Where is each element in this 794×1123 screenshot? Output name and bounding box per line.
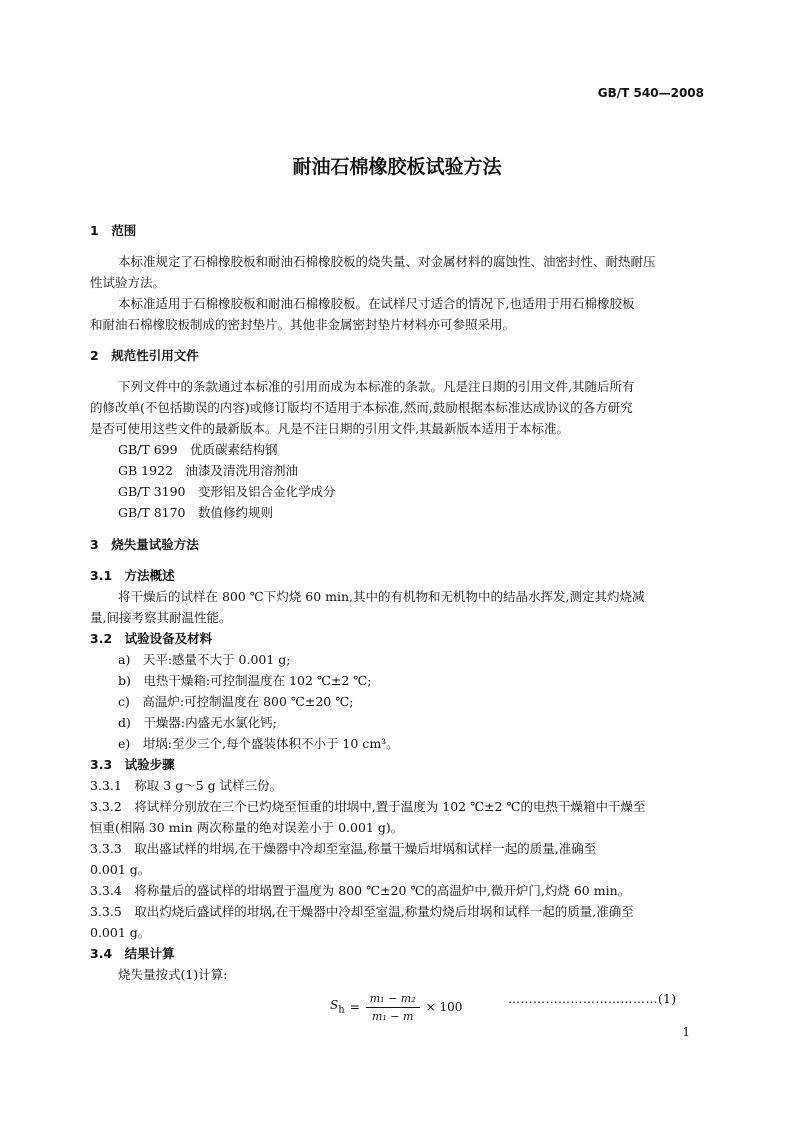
section-3-1-heading: 3.1 方法概述	[90, 568, 175, 583]
step-3-3-2: 3.3.2 将试样分别放在三个已灼烧至恒重的坩埚中,置于温度为 102 ℃±2 ℃的电热干燥箱中干燥至	[90, 799, 646, 814]
list-item: e) 坩埚:至少三个,每个盛装体积不小于 10 cm³。	[118, 736, 399, 751]
formula-fraction	[366, 992, 420, 1023]
page-number: 1	[682, 1025, 690, 1039]
document-title: 耐油石棉橡胶板试验方法	[292, 156, 502, 178]
step-3-3-5: 3.3.5 取出灼烧后盛试样的坩埚,在干燥器中冷却至室温,称量灼烧后坩埚和试样一起的质量,准确至	[90, 904, 634, 919]
formula-intro: 烧失量按式(1)计算:	[118, 967, 228, 982]
step-3-3-1: 3.3.1 称取 3 g～5 g 试样三份。	[90, 778, 283, 793]
s1-paragraph-line: 本标准规定了石棉橡胶板和耐油石棉橡胶板的烧失量、对金属材料的腐蚀性、油密封性、耐热耐压	[118, 254, 656, 269]
step-3-3-2-cont: 恒重(相隔 30 min 两次称量的绝对误差小于 0.001 g)。	[90, 820, 404, 835]
section-3-4-heading: 3.4 结果计算	[90, 946, 175, 961]
s1-paragraph-line: 和耐油石棉橡胶板制成的密封垫片。其他非金属密封垫片材料亦可参照采用。	[90, 317, 516, 332]
equation-number: ………………………………(1)	[508, 992, 677, 1006]
s31-paragraph-line: 量,间接考察其耐温性能。	[90, 610, 232, 625]
formula-numerator: m₁ − m₂	[366, 992, 420, 1008]
step-3-3-3-cont: 0.001 g。	[90, 862, 151, 877]
step-3-3-4: 3.3.4 将称量后的盛试样的坩埚置于温度为 800 ℃±20 ℃的高温炉中,微开炉门,灼烧 60 min。	[90, 883, 631, 898]
s2-paragraph-line: 的修改单(不包括勘误的内容)或修订版均不适用于本标准,然而,鼓励根据本标准达成协议的各方研究	[90, 400, 633, 415]
formula-denominator: m₁ − m	[371, 1009, 414, 1023]
s1-paragraph-line: 本标准适用于石棉橡胶板和耐油石棉橡胶板。在试样尺寸适合的情况下,也适用于用石棉橡胶板	[118, 296, 635, 311]
list-item: d) 干燥器:内盛无水氯化钙;	[118, 715, 277, 730]
s2-paragraph-line: 下列文件中的条款通过本标准的引用而成为本标准的条款。凡是注日期的引用文件,其随后所有	[118, 379, 635, 394]
reference-item: GB/T 3190 变形铝及铝合金化学成分	[118, 484, 336, 499]
reference-item: GB/T 8170 数值修约规则	[118, 505, 274, 520]
formula-multiplier: × 100	[425, 1000, 463, 1014]
list-item: c) 高温炉:可控制温度在 800 ℃±20 ℃;	[118, 694, 354, 709]
list-item: b) 电热干燥箱:可控制温度在 102 ℃±2 ℃;	[118, 673, 372, 688]
s31-paragraph-line: 将干燥后的试样在 800 ℃下灼烧 60 min,其中的有机物和无机物中的结晶水挥发,测定其灼烧减	[118, 589, 645, 604]
list-item: a) 天平:感量不大于 0.001 g;	[118, 652, 291, 667]
formula-lhs: $S_h$	[330, 998, 345, 1016]
step-3-3-5-cont: 0.001 g。	[90, 925, 151, 940]
standard-number: GB/T 540—2008	[597, 86, 704, 100]
reference-item: GB 1922 油漆及清洗用溶剂油	[118, 463, 298, 478]
reference-item: GB/T 699 优质碳素结构钢	[118, 442, 278, 457]
section-3-2-heading: 3.2 试验设备及材料	[90, 631, 213, 646]
formula-1	[330, 990, 462, 1024]
s1-paragraph-line: 性试验方法。	[90, 275, 166, 290]
section-3-heading: 3 烧失量试验方法	[90, 537, 199, 552]
formula-equals: =	[349, 1000, 360, 1014]
section-2-heading: 2 规范性引用文件	[90, 348, 199, 363]
step-3-3-3: 3.3.3 取出盛试样的坩埚,在干燥器中冷却至室温,称量干燥后坩埚和试样一起的质量,准确至	[90, 841, 597, 856]
s2-paragraph-line: 是否可使用这些文件的最新版本。凡是不注日期的引用文件,其最新版本适用于本标准。	[90, 421, 569, 436]
section-3-3-heading: 3.3 试验步骤	[90, 757, 175, 772]
section-1-heading: 1 范围	[90, 223, 137, 238]
